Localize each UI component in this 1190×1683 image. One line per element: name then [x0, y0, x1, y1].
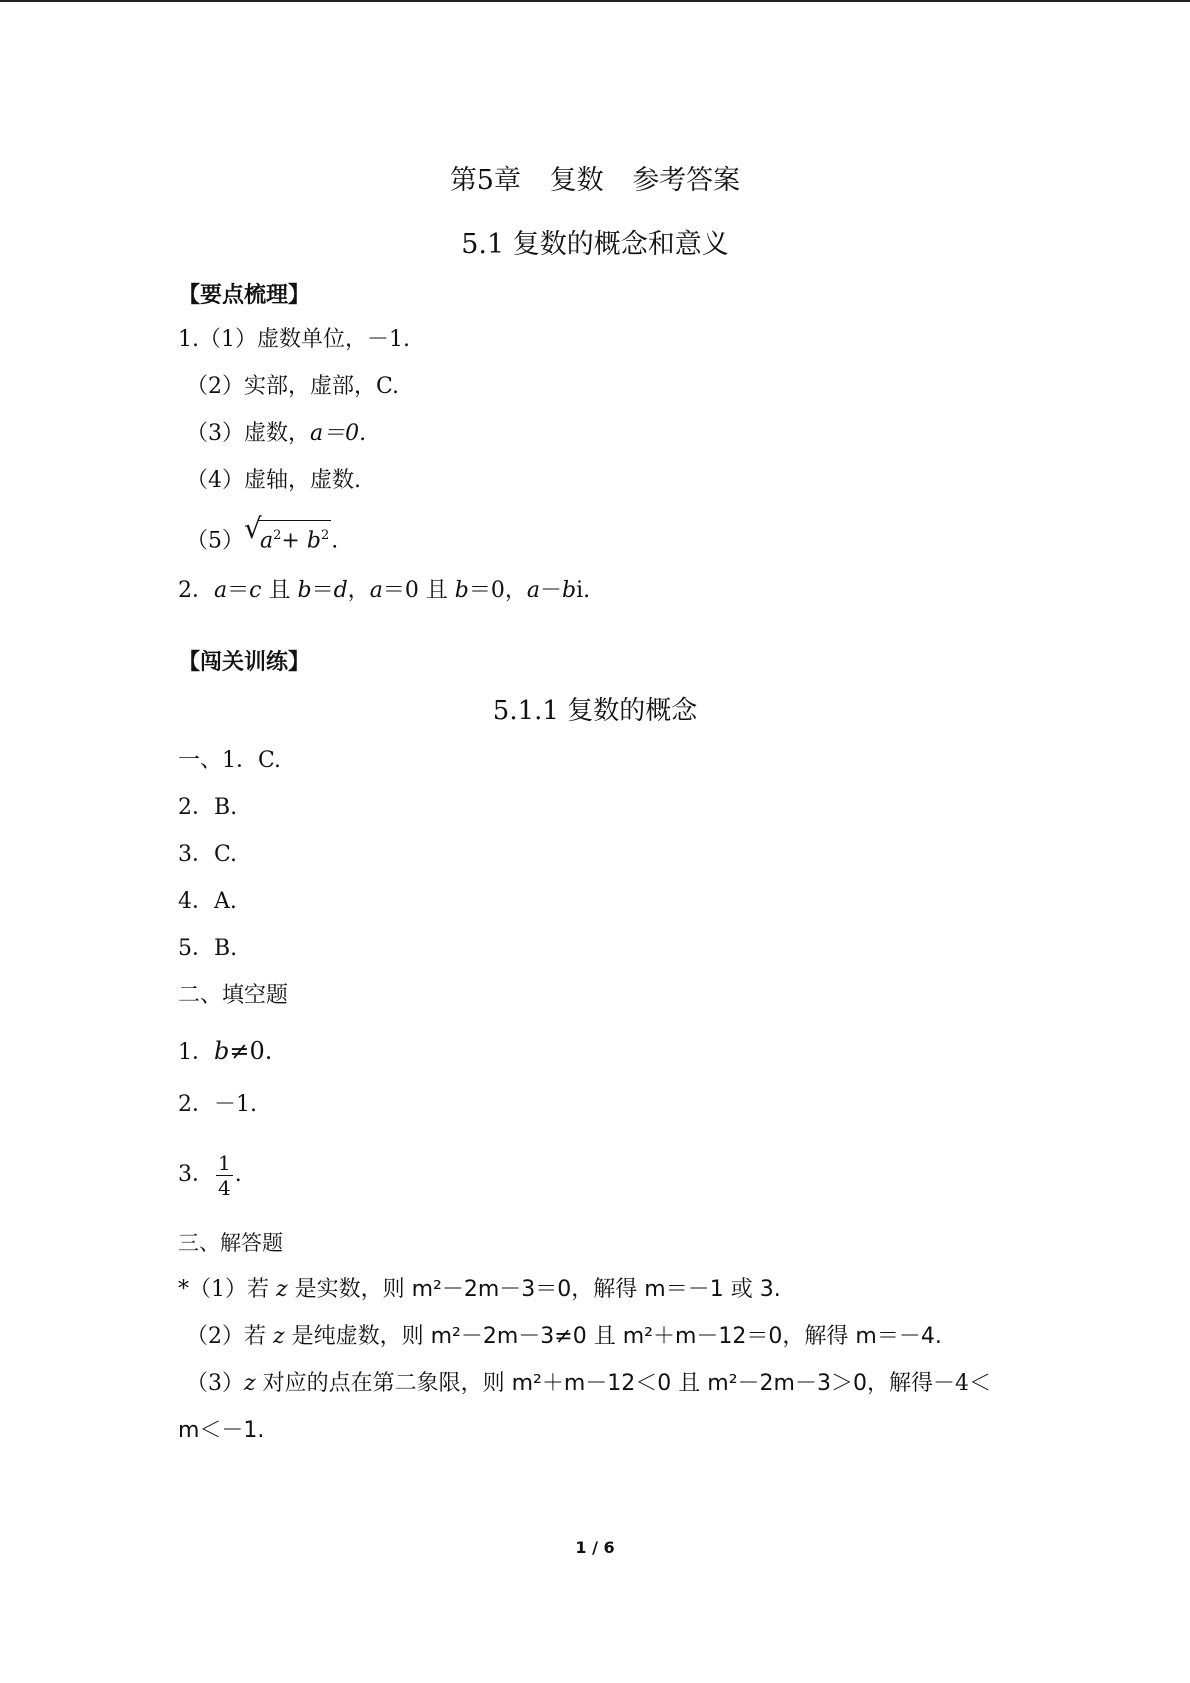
- chapter-label: 第5章: [449, 165, 521, 196]
- fill-heading: 二、填空题: [178, 983, 289, 1008]
- choice-answer-1: 一、1．C.: [178, 748, 282, 773]
- key-point-1: 1.（1）虚数单位，－1.: [178, 327, 410, 352]
- sqrt-expression: √ $a^2+ b^2$: [244, 520, 331, 556]
- key-point-4: （4）虚轴，虚数.: [186, 468, 361, 493]
- choice-answer-3: 3．C.: [178, 842, 238, 867]
- chapter-topic: 复数: [549, 165, 604, 196]
- key-point-3: [186, 419, 366, 449]
- answer-3-continued: m＜－1.: [178, 1418, 265, 1443]
- key-point-5-text: （5）: [186, 528, 244, 554]
- answer-3: （3）z 对应的点在第二象限，则 m²＋m－12＜0 且 m²－2m－3＞0，解得－4＜: [186, 1371, 991, 1396]
- training-heading: 【闯关训练】: [178, 650, 311, 675]
- key-point-3-text: （3）虚数，: [186, 421, 310, 446]
- top-rule: [0, 0, 1190, 2]
- answer-2: （2）若 z 是纯虚数，则 m²－2m－3≠0 且 m²＋m－12＝0，解得 m＝－4.: [186, 1324, 942, 1349]
- choice-answer-5: 5．B.: [178, 936, 238, 961]
- key-point-2: （2）实部，虚部，C.: [186, 374, 400, 399]
- key-point-6: 2．a＝c 且 b＝d，a＝0 且 b＝0，a－bi.: [178, 578, 591, 603]
- choice-answer-2: 2．B.: [178, 795, 238, 820]
- subsection-title: 5.1.1 复数的概念: [492, 696, 698, 726]
- key-points-heading: 【要点梳理】: [178, 283, 311, 308]
- key-point-5: （5） √ $a^2+ b^2$.: [186, 520, 338, 556]
- answer-1: *（1）若 z 是实数，则 m²－2m－3＝0，解得 m＝－1 或 3.: [178, 1277, 781, 1302]
- answer-label: 参考答案: [632, 165, 741, 196]
- page-title: [0, 158, 1190, 197]
- fill-answer-2: 2．－1.: [178, 1092, 257, 1117]
- section-title: 5.1 复数的概念和意义: [461, 229, 729, 260]
- fill-answer-3: 3． $\frac{1}{4}$ .: [178, 1150, 242, 1200]
- fill-answer-1: 1．b≠0.: [178, 1037, 273, 1065]
- page-number: 1 / 6: [575, 1538, 615, 1557]
- answer-heading: 三、解答题: [178, 1231, 283, 1255]
- choice-answer-4: 4．A.: [178, 889, 237, 914]
- key-point-3-math: a＝0.: [310, 421, 367, 446]
- fraction: $\frac{1}{4}$: [218, 1150, 231, 1200]
